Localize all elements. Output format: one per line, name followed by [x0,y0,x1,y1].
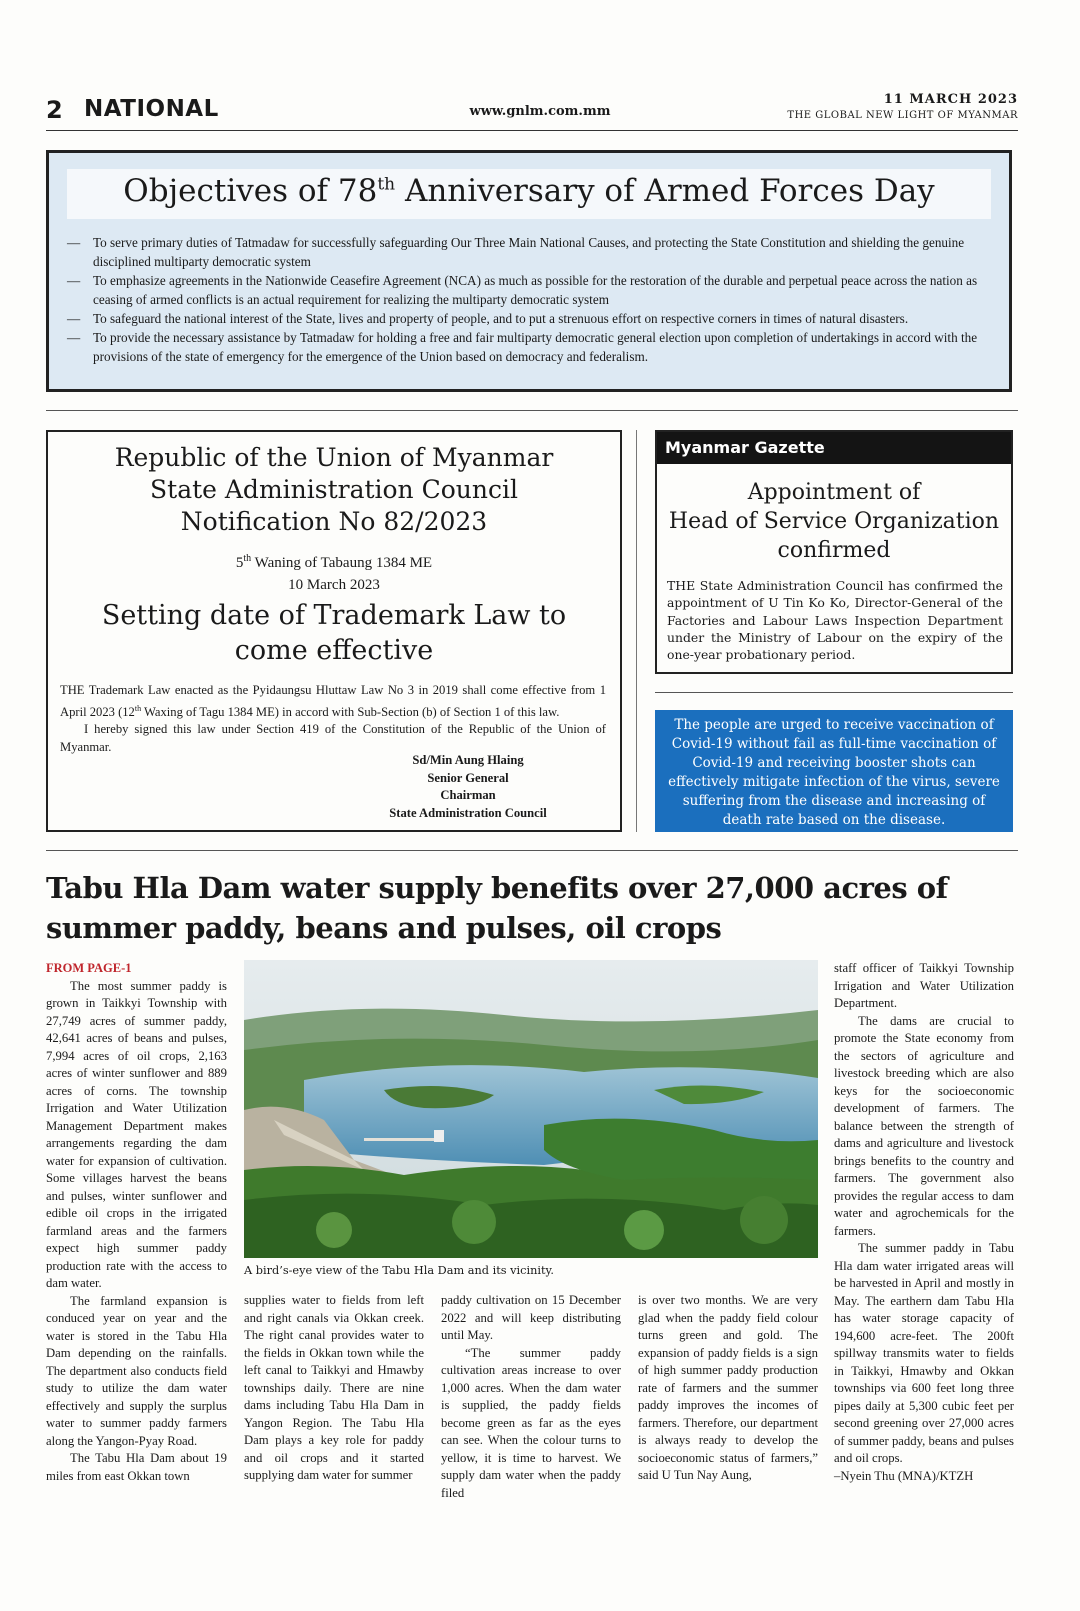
notification-heading: Republic of the Union of Myanmar State Administration Council Notification No 82/2023 [114,443,554,536]
gazette-box [655,430,1013,674]
gazette-body: THE State Administration Council has confirmed the appointment of U Tin Ko Ko, Director-General of the Factories and Labour Laws Inspection Department under the Ministry of Labour on the expiry of the one-year probationary period. [667,578,1003,663]
gazette-label: Myanmar Gazette [657,432,1011,464]
notification-title: Setting date of Trademark Law to come effective [101,600,567,666]
article-byline: –Nyein Thu (MNA)/KTZH [834,1468,974,1483]
from-page-label: FROM PAGE-1 [46,961,132,975]
column-divider [636,430,637,832]
article-divider [46,850,1018,851]
covid-notice: The people are urged to receive vaccination of Covid-19 without fail as full-time vaccination of Covid-19 and receiving booster shots can effectively mitigate infection of the virus, severe suffering from the disease and increasing of death rate based on the disease. [655,710,1013,832]
notification-signature: Sd/Min Aung Hlaing Senior General Chairman State Administration Council [389,753,547,820]
article-headline: Tabu Hla Dam water supply benefits over 27,000 acres of summer paddy, beans and pulses, oil crops [46,871,948,945]
objective-item: — To serve primary duties of Tatmadaw for successfully safeguarding Our Three Main National Causes, and protecting the State Constitution and shielding the genuine disciplined multiparty democratic system [67,235,965,269]
objectives-title-bar [67,169,991,219]
gazette-divider [655,692,1013,693]
dam-aerial-photo [244,960,818,1258]
objective-item: — To emphasize agreements in the Nationwide Ceasefire Agreement (NCA) as much as possible for the restoration of the durable and perpetual peace across the nation as ceasing of armed conflicts is an actual requirement for realizing the multiparty democratic system [67,273,978,307]
notification-date: 5th Waning of Tabaung 1384 ME 10 March 2023 [235,553,433,593]
gazette-title: Appointment of Head of Service Organization confirmed [668,480,1000,563]
page-number: 2 [46,96,63,124]
article-column-1: FROM PAGE-1 The most summer paddy is grown in Taikkyi Township with 27,749 acres of summer paddy, 42,641 acres of beans and pulses, 7,994 acres of oil crops, 2,163 acres of winter sunflower and 889 acres of corns. The township Irrigation and Water Utilization Management Department makes arrangements regarding the dam water for expansion of cultivation. Some villages harvest the beans and pulses, winter sunflower and edible oil crops in the irrigated farmland areas and the farmers expect high summer paddy production rate with the access to dam water. The farmland expansion is conduced year on year and the water is stored in the Tabu Hla Dam depending on the rainfalls. The department also conducts field study to utilize the dam water effectively and supply the surplus water to summer paddy farmers along the Yangon-Pyay Road. The Tabu Hla Dam about 19 miles from east Okkan town [46,961,227,1483]
notification-body: THE Trademark Law enacted as the Pyidaungsu Hluttaw Law No 3 in 2019 shall come effective from 1 April 2023 (12th Waxing of Tagu 1384 ME) in accord with Sub-Section (b) of Section 1 of this law. I hereby signed this law under Section 419 of the Constitution of the Republic of the Union of Myanmar. [60,683,606,754]
issue-date: 11 MARCH 2023 [883,92,1018,107]
article-column-2: supplies water to fields from left and right canals via Okkan creek. The right canal provides water to the fields in Okkan town while the left canal to Taikkyi and Hmawby townships daily. There are nine dams including Tabu Hla Dam in Yangon Region. The Tabu Hla Dam plays a key role for paddy and oil crops and it started supplying dam water for summer [244,1293,424,1482]
objectives-box [46,150,1012,392]
article-column-5: staff officer of Taikkyi Township Irrigation and Water Utilization Department. The dams are crucial to promote the State economy from the sectors of agriculture and livestock breeding which are also keys for the socioeconomic development of farmers. The balance between the strength of dams and agriculture and livestock brings benefits to the country and farmers. The government also provides the regular access to dam water and agrochemicals for the farmers. The summer paddy in Tabu Hla dam water irrigated areas will be harvested in April and mostly in May. The earthern dam Tabu Hla has water storage capacity of 194,600 acre-feet. The 200ft spillway transmits water to fields in Taikkyi, Hmawby and Okkan townships via 600 feet long three pipes daily at 5,300 cubic feet per second greening over 27,000 acres of summer paddy, beans and pulses and oil crops. –Nyein Thu (MNA)/KTZH [834,960,1014,1485]
section-divider [46,410,1018,411]
paper-name: THE GLOBAL NEW LIGHT OF MYANMAR [787,110,1018,121]
article-column-4: is over two months. We are very glad when the paddy field colour turns green and gold. The expansion of paddy fields is a sign of high summer paddy production rate of farmers and the summer paddy improves the incomes of farmers. Therefore, our department is always ready to develop the socioeconomic status of farmers,” said U Tun Nay Aung, [638,1293,818,1482]
website-link[interactable]: www.gnlm.com.mm [469,104,611,119]
objective-item: — To safeguard the national interest of the State, lives and property of people, and to put a strenuous effort on respective corners in times of natural disasters. [67,311,909,326]
header-divider [46,130,1018,131]
section-name: NATIONAL [84,96,219,122]
photo-caption: A bird’s-eye view of the Tabu Hla Dam and its vicinity. [244,1264,554,1277]
article-column-3: paddy cultivation on 15 December 2022 and will keep distributing until May. “The summer paddy cultivation areas increase to over 1,000 acres. When the dam water is supplied, the paddy fields become green as far as the eyes can see. When the colour turns to yellow, it is time to harvest. We supply dam water when the paddy filed [441,1293,621,1500]
objectives-title: Objectives of 78th Anniversary of Armed Forces Day [123,173,935,209]
dam-aerial-image [244,960,818,1258]
notification-box [46,430,622,832]
objectives-list [65,233,993,366]
objective-item: — To provide the necessary assistance by Tatmadaw for holding a free and fair multiparty democratic general election upon completion of undertakings in accord with the provisions of the state of emergency for the emergence of the Union based on democracy and federalism. [67,330,978,364]
